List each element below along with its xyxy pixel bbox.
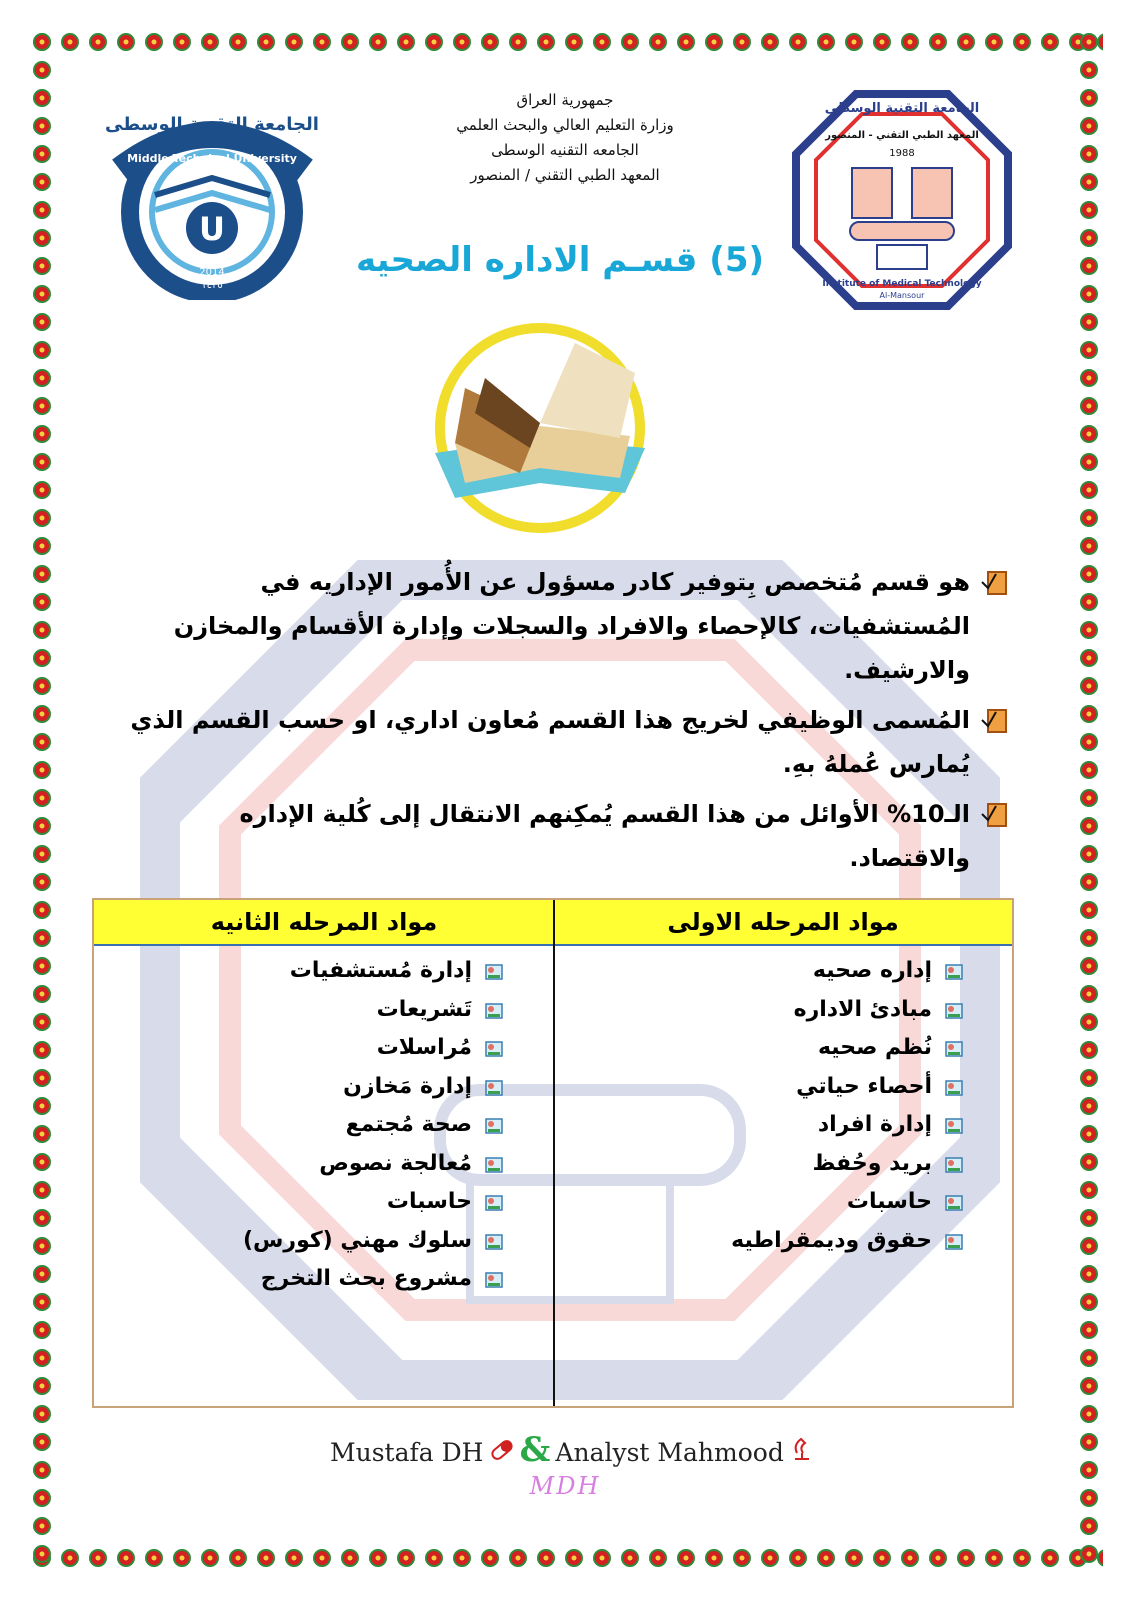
column-divider [553, 900, 555, 1406]
study-icon [942, 961, 966, 983]
study-icon [482, 1077, 506, 1099]
credits [330, 1430, 850, 1474]
subject-item [106, 1183, 506, 1222]
subject-item [106, 1106, 506, 1145]
subject-item [566, 1145, 966, 1184]
study-icon [482, 961, 506, 983]
subject-item [566, 1183, 966, 1222]
subject-name: بريد وحُفظ [812, 1150, 932, 1176]
department-description [130, 560, 1010, 886]
subject-item [106, 1029, 506, 1068]
subject-name: حاسبات [386, 1189, 472, 1214]
author-two: Analyst Mahmood [555, 1438, 784, 1467]
department-title: (5) قسـم الاداره الصحيه [355, 240, 765, 280]
bullet-item [130, 792, 1010, 880]
study-icon [482, 1231, 506, 1253]
subject-name: حقوق وديمقراطيه [731, 1227, 932, 1253]
study-icon [942, 1077, 966, 1099]
university-logo-year: 2014 [199, 267, 225, 278]
study-icon [482, 1038, 506, 1060]
subject-item [106, 1068, 506, 1107]
study-icon [942, 1154, 966, 1176]
bullet-text: المُسمى الوظيفي لخريج هذا القسم مُعاون اداري، او حسب القسم الذي يُمارس عُملهُ بهِ. [130, 706, 970, 778]
second-stage-subjects [106, 952, 506, 1299]
subject-item [566, 1068, 966, 1107]
university-logo-year-hijri: ١٤٣٥ [201, 280, 223, 291]
header-line-republic: جمهورية العراق [516, 91, 614, 109]
subject-item [106, 1222, 506, 1261]
bullet-text: هو قسم مُتخصص بِتوفير كادر مسؤول عن الأُمور الإداريه في المُستشفيات، كالإحصاء والافراد والسجلات وإدارة الأقسام والمخازن والارشيف. [173, 568, 970, 684]
ministry-header [380, 88, 750, 188]
subjects-table [92, 898, 1014, 1408]
checked-note-icon [980, 802, 1010, 828]
institute-logo-arabic-inner: المعهد الطبي التقني - المنصور [825, 130, 979, 141]
subject-name: نُظم صحيه [817, 1035, 932, 1060]
subject-item [566, 991, 966, 1030]
university-logo-letter: U [199, 210, 225, 248]
checked-note-icon [980, 570, 1010, 596]
subject-item [566, 1222, 966, 1261]
second-stage-header: مواد المرحله الثانيه [210, 908, 438, 936]
subject-name: تَشريعات [376, 996, 472, 1022]
subject-name: إدارة مَخازن [343, 1073, 472, 1099]
subject-name: مُراسلات [376, 1035, 472, 1060]
subject-item [106, 991, 506, 1030]
study-icon [482, 1115, 506, 1137]
subject-name: إدارة مُستشفيات [289, 958, 472, 983]
floral-border-top [28, 28, 1103, 56]
study-icon [942, 1192, 966, 1214]
university-logo [100, 100, 325, 300]
study-icon [482, 1154, 506, 1176]
header-line-ministry: وزارة التعليم العالي والبحث العلمي [456, 116, 674, 134]
university-logo-arabic-name: الجامعة التقنية الوسطى [105, 114, 319, 135]
institute-logo-english: Institute of Medical Technology [822, 279, 982, 289]
first-stage-header: مواد المرحله الاولى [667, 908, 899, 936]
subject-name: مشروع بحث التخرج [260, 1266, 472, 1291]
open-book-icon [425, 318, 655, 538]
subject-item [566, 952, 966, 991]
study-icon [482, 1000, 506, 1022]
header-line-institute: المعهد الطبي التقني / المنصور [470, 166, 660, 184]
subject-name: إدارة افراد [817, 1112, 932, 1137]
checked-note-icon [980, 708, 1010, 734]
ampersand: & [519, 1430, 551, 1470]
study-icon [942, 1000, 966, 1022]
subject-item [106, 1260, 506, 1299]
study-icon [942, 1038, 966, 1060]
subject-item [106, 952, 506, 991]
bullet-text: الـ10% الأوائل من هذا القسم يُمكِنهم الانتقال إلى كُلية الإداره والاقتصاد. [239, 800, 970, 872]
subject-name: إداره صحيه [812, 958, 932, 983]
subject-name: صحة مُجتمع [345, 1112, 472, 1137]
header-line-university: الجامعه التقنيه الوسطى [491, 141, 639, 159]
institute-logo-year: 1988 [889, 148, 915, 159]
subject-item [566, 1029, 966, 1068]
subject-name: سلوك مهني (كورس) [243, 1227, 472, 1253]
pill-icon [489, 1439, 515, 1461]
study-icon [942, 1231, 966, 1253]
study-icon [482, 1192, 506, 1214]
institute-logo-city: Al-Mansour [879, 291, 925, 300]
floral-border-right [1075, 28, 1103, 1572]
author-one: Mustafa DH [330, 1438, 484, 1467]
microscope-icon [789, 1435, 813, 1461]
subject-name: حاسبات [846, 1189, 932, 1214]
study-icon [482, 1269, 506, 1291]
institute-logo-arabic-top: الجامعة التقنية الوسطى [824, 101, 980, 116]
study-icon [942, 1115, 966, 1137]
subject-item [566, 1106, 966, 1145]
university-logo-english-name: Middle Technical University [127, 152, 297, 165]
floral-border-bottom [28, 1544, 1103, 1572]
bullet-item [130, 560, 1010, 692]
floral-border-left [28, 28, 56, 1572]
signature: MDH [529, 1472, 601, 1500]
first-stage-subjects [566, 952, 966, 1260]
subject-name: أحصاء حياتي [796, 1073, 932, 1099]
subject-name: مُعالجة نصوص [319, 1150, 472, 1176]
subject-name: مبادئ الاداره [793, 996, 932, 1022]
institute-logo [792, 90, 1012, 310]
subject-item [106, 1145, 506, 1184]
bullet-item [130, 698, 1010, 786]
